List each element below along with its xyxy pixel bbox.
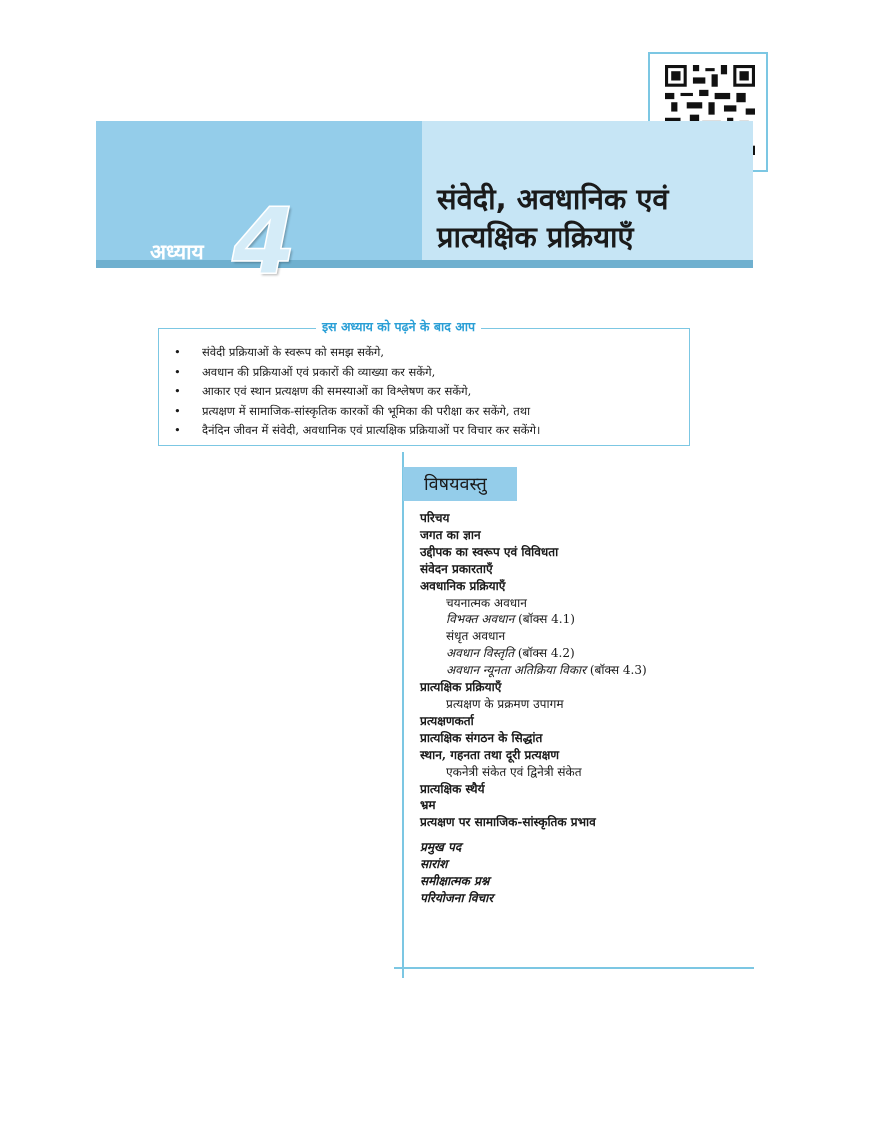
toc-end-item: समीक्षात्मक प्रश्न: [420, 874, 490, 889]
toc-subitem: [420, 662, 647, 679]
objective-item: • अवधान की प्रक्रियाओं एवं प्रकारों की व्याख्या कर सकेंगे,: [172, 363, 540, 383]
learning-objectives-heading: इस अध्याय को पढ़ने के बाद आप: [316, 318, 481, 335]
toc-item: परिचय: [420, 511, 450, 525]
toc-item: जगत का ज्ञान: [420, 527, 481, 542]
toc-subitem-text: विभक्त अवधान: [446, 612, 515, 627]
toc-item: प्रात्यक्षिक स्थैर्य: [420, 781, 485, 796]
toc-end-item: सारांश: [420, 857, 448, 872]
toc-box-reference: (बॉक्स 4.2): [514, 646, 575, 661]
toc-item: प्रात्यक्षिक प्रक्रियाएँ: [420, 680, 502, 695]
objective-item: • दैनंदिन जीवन में संवेदी, अवधानिक एवं प्रात्यक्षिक प्रक्रियाओं पर विचार कर सकेंगे।: [172, 421, 540, 441]
toc-subitem: चयनात्मक अवधान: [446, 595, 527, 610]
chapter-title: [437, 180, 747, 256]
contents-heading: विषयवस्तु: [424, 474, 487, 495]
toc-subitem: संधृत अवधान: [446, 629, 506, 644]
contents-horizontal-rule: [394, 967, 754, 969]
toc-subitem-text: अवधान विस्तृति: [446, 646, 515, 661]
toc-end-item: प्रमुख पद: [420, 840, 462, 855]
chapter-title-line-2: प्रात्यक्षिक प्रक्रियाएँ: [437, 220, 634, 254]
objective-item: • आकार एवं स्थान प्रत्यक्षण की समस्याओं का विश्लेषण कर सकेंगे,: [172, 382, 540, 402]
toc-item: प्रत्यक्षण पर सामाजिक-सांस्कृतिक प्रभाव: [420, 815, 596, 830]
learning-objectives-list: [172, 343, 540, 441]
toc-subitem: प्रत्यक्षण के प्रक्रमण उपागम: [446, 696, 564, 711]
toc-item: संवेदन प्रकारताएँ: [420, 561, 493, 576]
toc-subitem: एकनेत्री संकेत एवं द्विनेत्री संकेत: [446, 764, 582, 779]
toc-box-reference: (बॉक्स 4.3): [586, 663, 647, 678]
toc-item: प्रत्यक्षणकर्ता: [420, 713, 474, 728]
toc-item: अवधानिक प्रक्रियाएँ: [420, 578, 506, 593]
toc-subitem-text: अवधान न्यूनता अतिक्रिया विकार: [446, 663, 587, 678]
objective-item: • संवेदी प्रक्रियाओं के स्वरूप को समझ सकेंगे,: [172, 343, 540, 363]
chapter-title-line-1: संवेदी, अवधानिक एवं: [437, 182, 669, 216]
toc-item: प्रात्यक्षिक संगठन के सिद्धांत: [420, 730, 543, 745]
table-of-contents: [420, 510, 647, 907]
chapter-label: अध्याय: [150, 240, 204, 264]
toc-end-item: परियोजना विचार: [420, 890, 494, 905]
toc-item: भ्रम: [420, 798, 436, 813]
objective-item: • प्रत्यक्षण में सामाजिक-सांस्कृतिक कारकों की भूमिका की परीक्षा कर सकेंगे, तथा: [172, 402, 540, 422]
toc-subitem: [420, 645, 647, 662]
toc-box-reference: (बॉक्स 4.1): [514, 612, 575, 627]
toc-item: उद्दीपक का स्वरूप एवं विविधता: [420, 544, 559, 559]
chapter-number: 4: [232, 188, 297, 295]
toc-subitem: [420, 611, 647, 628]
toc-item: स्थान, गहनता तथा दूरी प्रत्यक्षण: [420, 747, 560, 762]
contents-vertical-rule: [402, 452, 404, 978]
